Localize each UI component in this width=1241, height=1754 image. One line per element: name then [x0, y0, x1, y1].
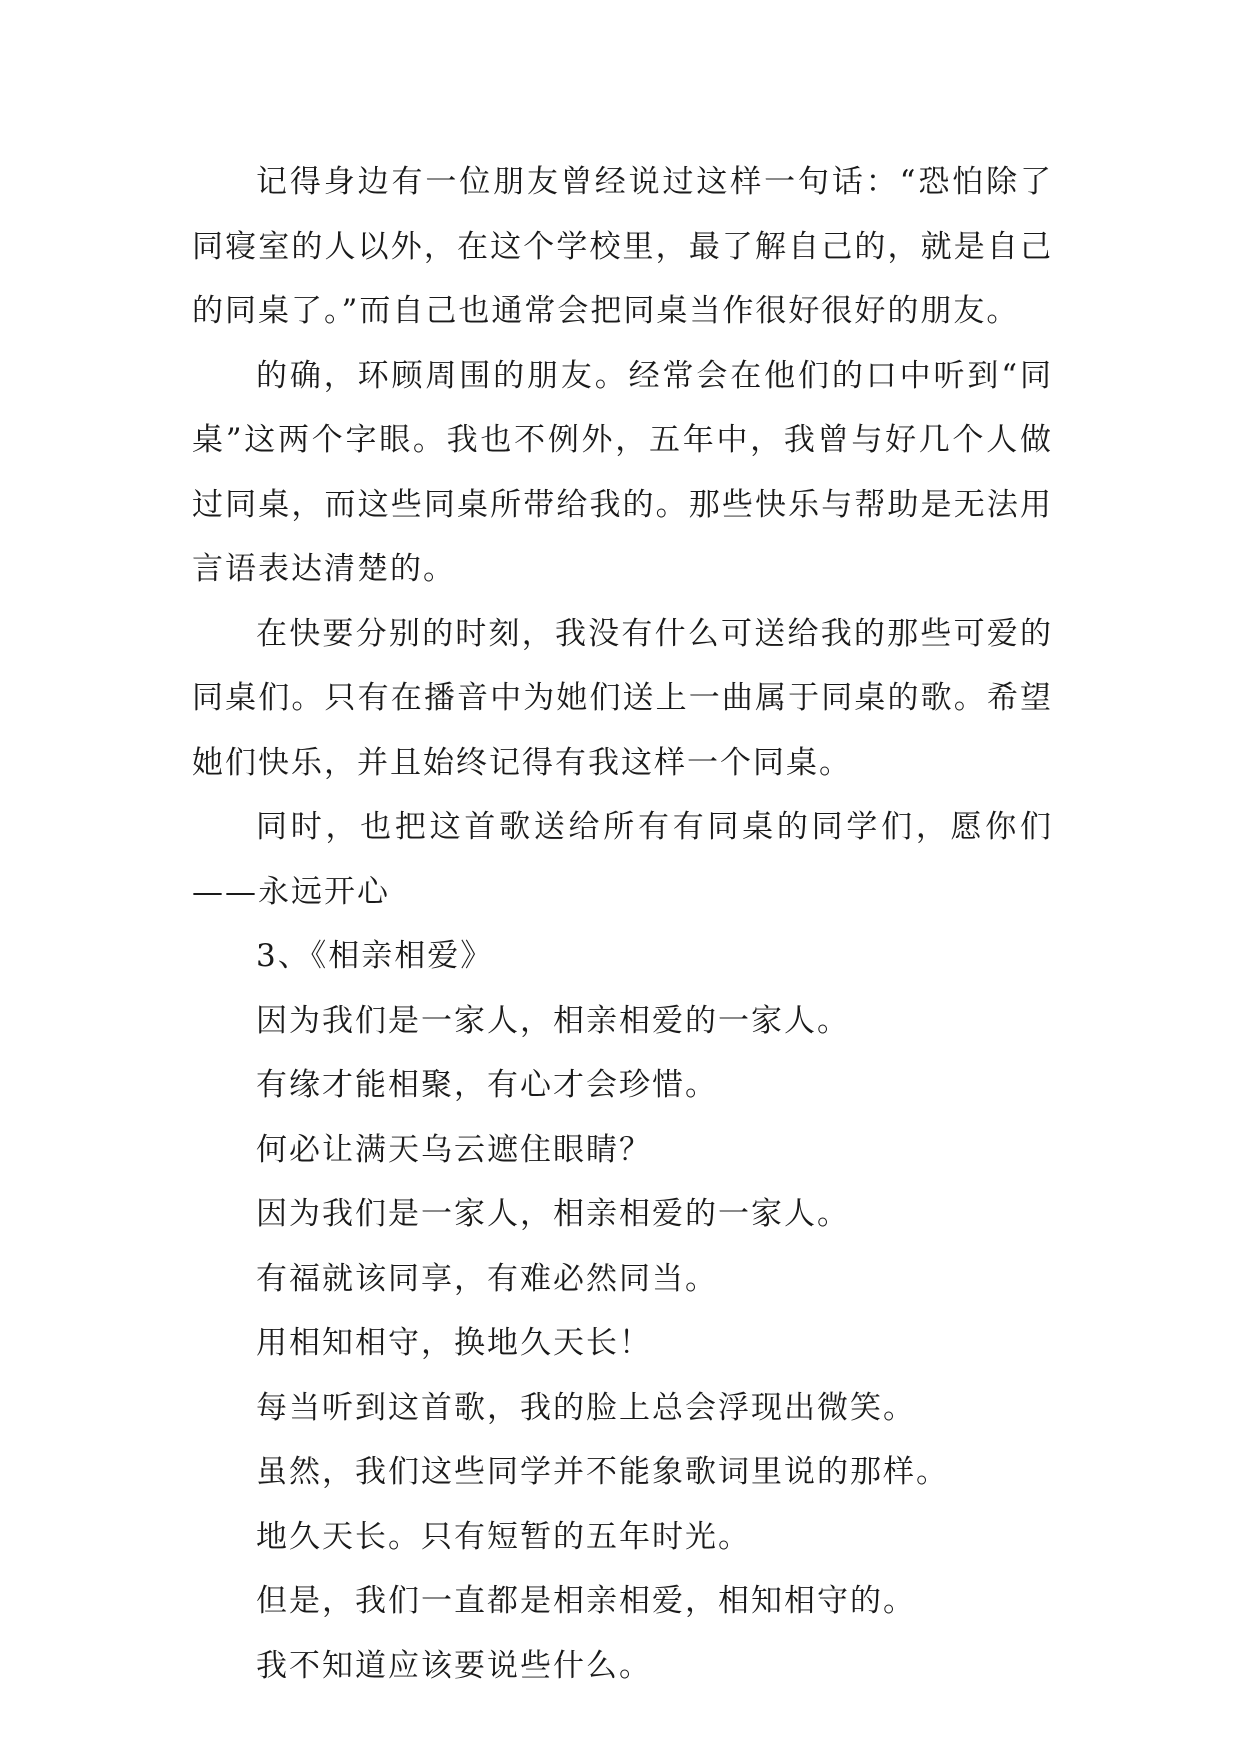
text-line: 因为我们是一家人，相亲相爱的一家人。 — [256, 1002, 850, 1039]
text-line: 有缘才能相聚，有心才会珍惜。 — [256, 1067, 718, 1103]
paragraph-2: 的确，环顾周围的朋友。经常会在他们的口中听到“同桌”这两个字眼。我也不例外，五年中，我曾与好几个人做过同桌，而这些同桌所带给我的。那些快乐与帮助是无法用言语表达清楚的。 — [192, 357, 1053, 587]
text-line: 有福就该同享，有难必然同当。 — [256, 1260, 718, 1297]
text-line: 虽然，我们这些同学并不能象歌词里说的那样。 — [256, 1454, 949, 1490]
document-body — [192, 150, 1053, 1698]
text-line: 因为我们是一家人，相亲相爱的一家人。 — [256, 1196, 850, 1232]
song-heading: 3、《相亲相爱》 — [256, 938, 494, 974]
paragraph-4: 同时，也把这首歌送给所有有同桌的同学们，愿你们——永远开心 — [192, 809, 1053, 910]
text-line: 每当听到这首歌，我的脸上总会浮现出微笑。 — [256, 1389, 916, 1426]
text-line: 地久天长。只有短暂的五年时光。 — [256, 1518, 751, 1555]
paragraph-1: 记得身边有一位朋友曾经说过这样一句话：“恐怕除了同寝室的人以外，在这个学校里，最了解自己的，就是自己的同桌了。”而自己也通常会把同桌当作很好很好的朋友。 — [192, 164, 1053, 329]
text-line: 我不知道应该要说些什么。 — [256, 1647, 652, 1684]
text-line: 何必让满天乌云遮住眼睛？ — [256, 1131, 652, 1168]
paragraph-3: 在快要分别的时刻，我没有什么可送给我的那些可爱的同桌们。只有在播音中为她们送上一曲属于同桌的歌。希望她们快乐，并且始终记得有我这样一个同桌。 — [192, 615, 1053, 781]
text-line: 用相知相守，换地久天长！ — [256, 1325, 652, 1361]
text-line: 但是，我们一直都是相亲相爱，相知相守的。 — [256, 1583, 916, 1619]
